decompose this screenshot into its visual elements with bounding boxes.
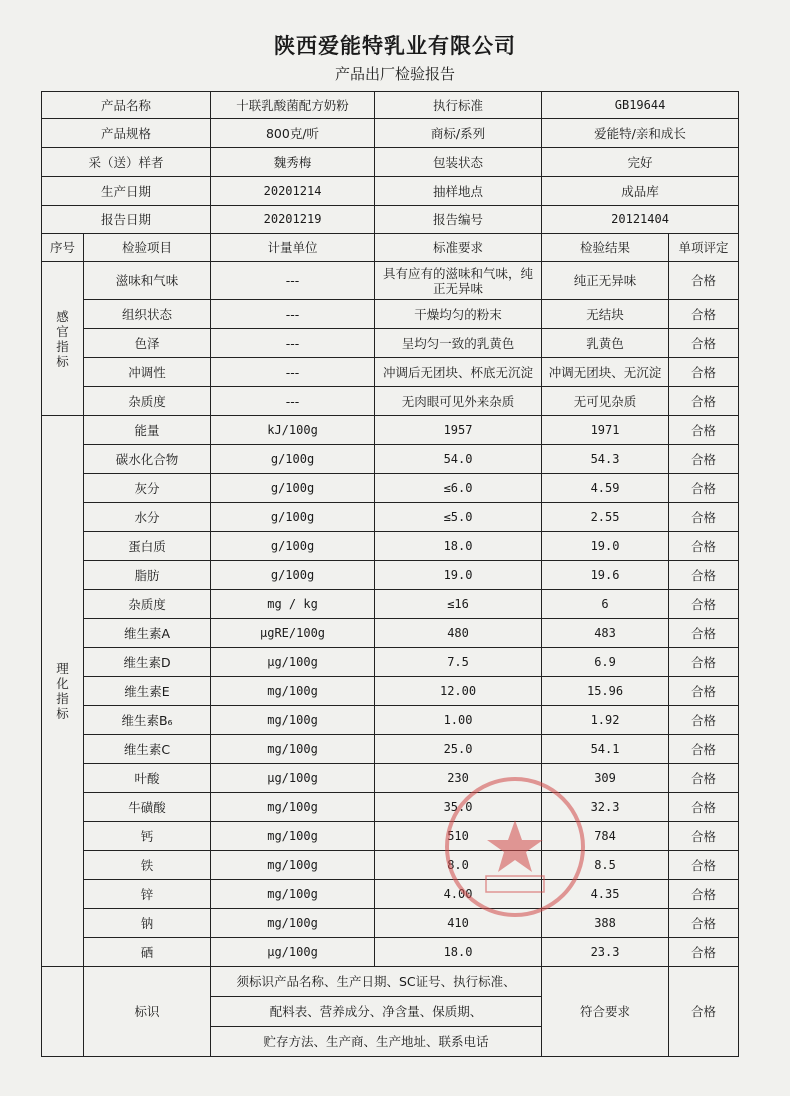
result-cell: 6.9	[542, 648, 669, 677]
unit-cell: mg/100g	[211, 822, 375, 851]
company-name: 陕西爱能特乳业有限公司	[274, 34, 516, 58]
label-seq-cell	[42, 967, 84, 1057]
label-requirement-line: 须标识产品名称、生产日期、SC证号、执行标准、	[211, 967, 541, 997]
sensory-row	[42, 329, 739, 358]
brand-label: 商标/系列	[375, 119, 542, 148]
requirement-cell: 18.0	[375, 532, 542, 561]
judgment-cell: 合格	[669, 793, 739, 822]
sensory-row	[42, 300, 739, 329]
requirement-cell: 8.0	[375, 851, 542, 880]
package-value: 完好	[542, 148, 739, 177]
info-row-prod-date	[42, 177, 739, 206]
unit-cell: g/100g	[211, 561, 375, 590]
sensory-row	[42, 387, 739, 416]
physchem-row	[42, 764, 739, 793]
col-unit-header: 计量单位	[211, 234, 375, 262]
requirement-cell: 无肉眼可见外来杂质	[375, 387, 542, 416]
physchem-row	[42, 735, 739, 764]
sampler-label: 采（送）样者	[42, 148, 211, 177]
physchem-row	[42, 677, 739, 706]
item-cell: 脂肪	[84, 561, 211, 590]
result-cell: 符合要求	[542, 967, 669, 1057]
requirement-cell: 4.00	[375, 880, 542, 909]
physchem-row	[42, 619, 739, 648]
item-cell: 蛋白质	[84, 532, 211, 561]
unit-cell: mg/100g	[211, 706, 375, 735]
result-cell: 8.5	[542, 851, 669, 880]
requirement-cell: 7.5	[375, 648, 542, 677]
prod-date-value: 20201214	[211, 177, 375, 206]
judgment-cell: 合格	[669, 445, 739, 474]
inspection-report-table	[41, 91, 739, 1057]
unit-cell: g/100g	[211, 532, 375, 561]
judgment-cell: 合格	[669, 880, 739, 909]
package-label: 包装状态	[375, 148, 542, 177]
requirement-cell: ≤5.0	[375, 503, 542, 532]
unit-cell: mg/100g	[211, 880, 375, 909]
result-cell: 388	[542, 909, 669, 938]
item-cell: 维生素E	[84, 677, 211, 706]
requirement-cell: ≤16	[375, 590, 542, 619]
judgment-cell: 合格	[669, 706, 739, 735]
item-cell: 铁	[84, 851, 211, 880]
item-cell: 锌	[84, 880, 211, 909]
column-header-row	[42, 234, 739, 262]
result-cell: 19.6	[542, 561, 669, 590]
physchem-row	[42, 706, 739, 735]
judgment-cell: 合格	[669, 474, 739, 503]
unit-cell: ---	[211, 262, 375, 300]
judgment-cell: 合格	[669, 590, 739, 619]
requirement-cell: 480	[375, 619, 542, 648]
physchem-row	[42, 793, 739, 822]
result-cell: 4.59	[542, 474, 669, 503]
requirement-cell: 35.0	[375, 793, 542, 822]
item-cell: 杂质度	[84, 387, 211, 416]
unit-cell: mg/100g	[211, 793, 375, 822]
physchem-row	[42, 880, 739, 909]
unit-cell: μg/100g	[211, 648, 375, 677]
item-cell: 硒	[84, 938, 211, 967]
item-cell: 维生素C	[84, 735, 211, 764]
sensory-row	[42, 262, 739, 300]
item-cell: 冲调性	[84, 358, 211, 387]
requirement-cell: 12.00	[375, 677, 542, 706]
judgment-cell: 合格	[669, 300, 739, 329]
requirement-cell: 具有应有的滋味和气味，纯正无异味	[375, 262, 542, 300]
spec-label: 产品规格	[42, 119, 211, 148]
result-cell: 784	[542, 822, 669, 851]
unit-cell: ---	[211, 387, 375, 416]
result-cell: 纯正无异味	[542, 262, 669, 300]
label-requirement-row	[42, 967, 739, 1057]
judgment-cell: 合格	[669, 561, 739, 590]
requirement-cell: 18.0	[375, 938, 542, 967]
info-row-report-date	[42, 206, 739, 234]
info-row-product	[42, 92, 739, 119]
item-cell: 钙	[84, 822, 211, 851]
item-cell: 维生素B₆	[84, 706, 211, 735]
item-cell: 组织状态	[84, 300, 211, 329]
unit-cell: mg / kg	[211, 590, 375, 619]
result-cell: 乳黄色	[542, 329, 669, 358]
report-date-value: 20201219	[211, 206, 375, 234]
brand-value: 爱能特/亲和成长	[542, 119, 739, 148]
item-cell: 标识	[84, 967, 211, 1057]
col-result-header: 检验结果	[542, 234, 669, 262]
physchem-group-label: 理 化 指 标	[42, 416, 84, 967]
unit-cell: ---	[211, 300, 375, 329]
unit-cell: μg/100g	[211, 764, 375, 793]
result-cell: 309	[542, 764, 669, 793]
standard-value: GB19644	[542, 92, 739, 119]
unit-cell: ---	[211, 358, 375, 387]
sensory-group-label: 感 官 指 标	[42, 262, 84, 416]
item-cell: 能量	[84, 416, 211, 445]
physchem-row	[42, 648, 739, 677]
result-cell: 冲调无团块、无沉淀	[542, 358, 669, 387]
judgment-cell: 合格	[669, 262, 739, 300]
result-cell: 15.96	[542, 677, 669, 706]
unit-cell: mg/100g	[211, 735, 375, 764]
judgment-cell: 合格	[669, 387, 739, 416]
col-judgment-header: 单项评定	[669, 234, 739, 262]
requirement-cell: ≤6.0	[375, 474, 542, 503]
requirement-cell: 冲调后无团块、杯底无沉淀	[375, 358, 542, 387]
result-cell: 54.3	[542, 445, 669, 474]
requirement-cell: 1957	[375, 416, 542, 445]
judgment-cell: 合格	[669, 938, 739, 967]
location-label: 抽样地点	[375, 177, 542, 206]
unit-cell: g/100g	[211, 445, 375, 474]
item-cell: 叶酸	[84, 764, 211, 793]
result-cell: 54.1	[542, 735, 669, 764]
result-cell: 483	[542, 619, 669, 648]
result-cell: 无结块	[542, 300, 669, 329]
physchem-row	[42, 851, 739, 880]
info-row-spec	[42, 119, 739, 148]
judgment-cell: 合格	[669, 648, 739, 677]
location-value: 成品库	[542, 177, 739, 206]
standard-label: 执行标准	[375, 92, 542, 119]
label-requirement-line: 贮存方法、生产商、生产地址、联系电话	[263, 1034, 489, 1049]
product-name-label: 产品名称	[42, 92, 211, 119]
col-requirement-header: 标准要求	[375, 234, 542, 262]
judgment-cell: 合格	[669, 735, 739, 764]
sensory-row	[42, 358, 739, 387]
requirement-cell: 230	[375, 764, 542, 793]
product-name-value: 十联乳酸菌配方奶粉	[211, 92, 375, 119]
col-seq-header: 序号	[42, 234, 84, 262]
report-no-label: 报告编号	[375, 206, 542, 234]
physchem-row	[42, 416, 739, 445]
unit-cell: g/100g	[211, 503, 375, 532]
judgment-cell: 合格	[669, 358, 739, 387]
label-requirement-line: 配料表、营养成分、净含量、保质期、	[211, 997, 541, 1027]
requirement-cell: 25.0	[375, 735, 542, 764]
unit-cell: g/100g	[211, 474, 375, 503]
result-cell: 23.3	[542, 938, 669, 967]
physchem-row	[42, 909, 739, 938]
judgment-cell: 合格	[669, 503, 739, 532]
physchem-row	[42, 532, 739, 561]
result-cell: 32.3	[542, 793, 669, 822]
requirement-cell: 19.0	[375, 561, 542, 590]
report-title: 产品出厂检验报告	[334, 65, 455, 83]
prod-date-label: 生产日期	[42, 177, 211, 206]
physchem-row	[42, 590, 739, 619]
judgment-cell: 合格	[669, 619, 739, 648]
report-no-value: 20121404	[542, 206, 739, 234]
result-cell: 19.0	[542, 532, 669, 561]
judgment-cell: 合格	[669, 677, 739, 706]
judgment-cell: 合格	[669, 532, 739, 561]
physchem-row	[42, 938, 739, 967]
unit-cell: μg/100g	[211, 938, 375, 967]
physchem-row	[42, 474, 739, 503]
judgment-cell: 合格	[669, 967, 739, 1057]
item-cell: 灰分	[84, 474, 211, 503]
result-cell: 1.92	[542, 706, 669, 735]
requirement-cell: 呈均匀一致的乳黄色	[375, 329, 542, 358]
unit-cell: mg/100g	[211, 909, 375, 938]
spec-value: 800克/听	[211, 119, 375, 148]
unit-cell: kJ/100g	[211, 416, 375, 445]
item-cell: 滋味和气味	[84, 262, 211, 300]
info-row-sampler	[42, 148, 739, 177]
item-cell: 维生素A	[84, 619, 211, 648]
judgment-cell: 合格	[669, 416, 739, 445]
physchem-row	[42, 561, 739, 590]
judgment-cell: 合格	[669, 909, 739, 938]
unit-cell: μgRE/100g	[211, 619, 375, 648]
item-cell: 水分	[84, 503, 211, 532]
judgment-cell: 合格	[669, 329, 739, 358]
requirement-cell: 干燥均匀的粉末	[375, 300, 542, 329]
physchem-row	[42, 445, 739, 474]
unit-cell: ---	[211, 329, 375, 358]
sampler-value: 魏秀梅	[211, 148, 375, 177]
item-cell: 杂质度	[84, 590, 211, 619]
physchem-row	[42, 822, 739, 851]
result-cell: 1971	[542, 416, 669, 445]
report-date-label: 报告日期	[42, 206, 211, 234]
unit-cell: mg/100g	[211, 677, 375, 706]
requirement-cell: 1.00	[375, 706, 542, 735]
item-cell: 维生素D	[84, 648, 211, 677]
item-cell: 色泽	[84, 329, 211, 358]
item-cell: 钠	[84, 909, 211, 938]
judgment-cell: 合格	[669, 764, 739, 793]
result-cell: 4.35	[542, 880, 669, 909]
physchem-row	[42, 503, 739, 532]
unit-cell: mg/100g	[211, 851, 375, 880]
result-cell: 6	[542, 590, 669, 619]
item-cell: 碳水化合物	[84, 445, 211, 474]
judgment-cell: 合格	[669, 851, 739, 880]
requirement-cell: 410	[375, 909, 542, 938]
item-cell: 牛磺酸	[84, 793, 211, 822]
judgment-cell: 合格	[669, 822, 739, 851]
result-cell: 2.55	[542, 503, 669, 532]
result-cell: 无可见杂质	[542, 387, 669, 416]
requirement-cell: 510	[375, 822, 542, 851]
requirement-cell: 54.0	[375, 445, 542, 474]
col-item-header: 检验项目	[84, 234, 211, 262]
requirement-cell	[211, 967, 542, 1057]
